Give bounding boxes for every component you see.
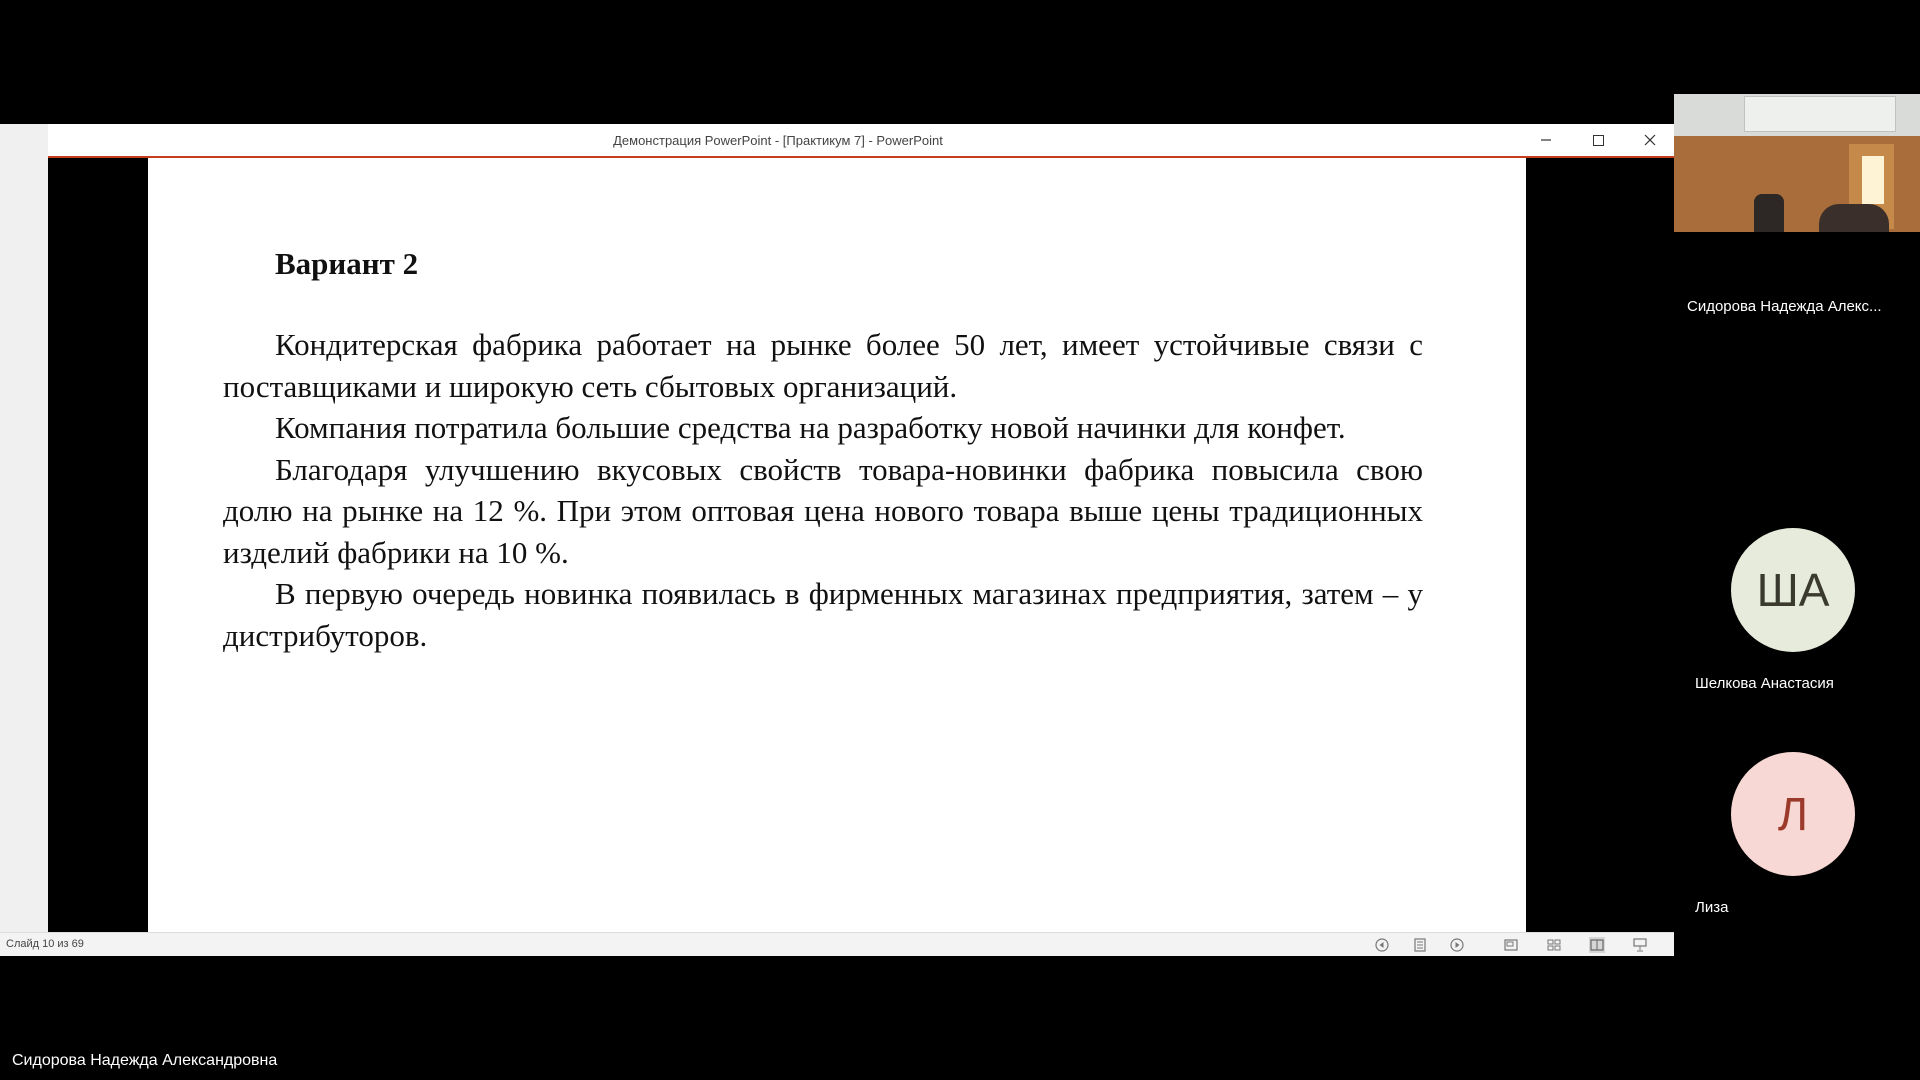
left-gray-strip (0, 124, 48, 934)
next-slide-icon[interactable] (1449, 937, 1465, 953)
window-title: Демонстрация PowerPoint - [Практикум 7] - PowerPoint (613, 133, 943, 148)
status-bar (0, 932, 1674, 956)
powerpoint-window (48, 124, 1674, 956)
slide-paragraph: Благодаря улучшению вкусовых свойств товара-новинки фабрика повысила свою долю на рынке на 12 %. При этом оптовая цена нового товара выше цены традиционных изделий фабрики на 10 %. (223, 451, 1423, 570)
slide-show-area (48, 158, 1674, 932)
reading-view-icon[interactable] (1589, 937, 1605, 953)
participant-name: Сидорова Надежда Алекс... (1687, 298, 1882, 315)
participant-avatar[interactable]: ША (1731, 528, 1855, 652)
slide-paragraph: Компания потратила большие средства на разработку новой начинки для конфет. (275, 410, 1346, 445)
close-icon (1644, 134, 1656, 146)
close-button[interactable] (1624, 124, 1676, 156)
participant-name: Шелкова Анастасия (1695, 675, 1834, 692)
slide-body (223, 324, 1423, 656)
participant-avatar[interactable]: Л (1731, 752, 1855, 876)
participant-name: Лиза (1695, 899, 1729, 916)
slide-paragraph: Кондитерская фабрика работает на рынке более 50 лет, имеет устойчивые связи с поставщиками и широкую сеть сбытовых организаций. (223, 327, 1423, 404)
title-bar (48, 124, 1674, 158)
maximize-button[interactable] (1572, 124, 1624, 156)
slide[interactable] (148, 158, 1526, 932)
slide-paragraph: В первую очередь новинка появилась в фирменных магазинах предприятия, затем – у дистрибуторов. (223, 576, 1423, 653)
slide-show-icon[interactable] (1632, 937, 1648, 953)
presenter-name: Сидорова Надежда Александровна (12, 1052, 278, 1069)
participant-video[interactable] (1674, 94, 1920, 232)
normal-view-icon[interactable] (1503, 937, 1519, 953)
previous-slide-icon[interactable] (1374, 937, 1390, 953)
minimize-button[interactable] (1520, 124, 1572, 156)
minimize-icon (1540, 134, 1552, 146)
slide-sorter-icon[interactable] (1546, 937, 1562, 953)
whiteboard (1744, 96, 1896, 132)
slide-heading: Вариант 2 (275, 246, 419, 281)
slide-counter: Слайд 10 из 69 (6, 938, 84, 950)
maximize-icon (1593, 135, 1604, 146)
slide-menu-icon[interactable] (1412, 937, 1428, 953)
